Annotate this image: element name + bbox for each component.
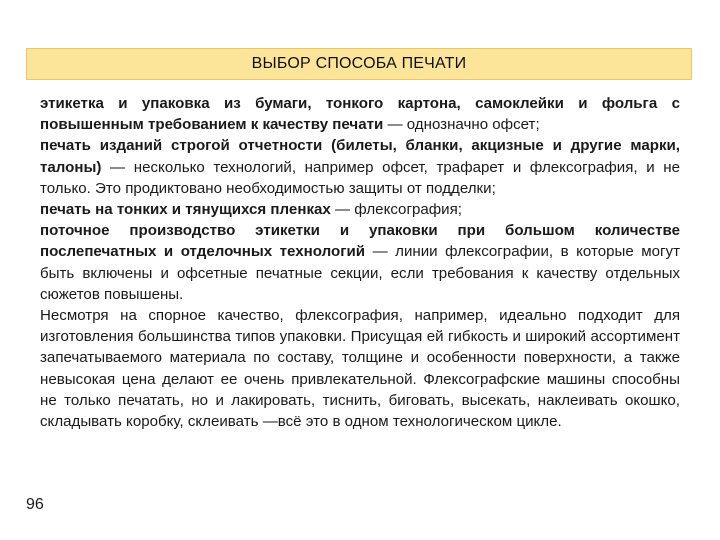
item-bold-text: печать изданий строгой отчетности (билеты, бланки, акцизные и другие марки, талоны) bbox=[40, 137, 680, 176]
slide-title-bar bbox=[26, 48, 692, 80]
item-bold-text: поточное производство этикетки и упаковки при большом количестве послепечатных и отделочных технологий bbox=[40, 222, 680, 261]
page-number: 96 bbox=[26, 496, 44, 513]
slide-title: ВЫБОР СПОСОБА ПЕЧАТИ bbox=[251, 55, 467, 72]
list-item bbox=[40, 135, 680, 199]
item-bold-text: этикетка и упаковка из бумаги, тонкого картона, самоклейки и фольга с повышенным требованием к качеству печати bbox=[40, 95, 680, 134]
item-text: — флексография; bbox=[330, 201, 462, 219]
item-text: — линии флексографии, в которые могут быть включены и офсетные печатные секции, если требования к качеству отдельных сюжетов повышены. bbox=[40, 243, 680, 303]
list-item bbox=[40, 220, 680, 305]
list-item bbox=[40, 93, 680, 135]
list-item bbox=[40, 199, 680, 220]
item-text: — несколько технологий, например офсет, трафарет и флексография, и не только. Это продиктовано необходимостью защиты от подделки; bbox=[40, 158, 680, 197]
conclusion-paragraph: Несмотря на спорное качество, флексография, например, идеально подходит для изготовления большинства типов упаковки. Присущая ей гибкость и широкий ассортимент запечатываемого материала по составу, толщине и особенности поверхности, а также невысокая цена делают ее очень привлекательной. Флексографские машины способны не только печатать, но и лакировать, тиснить, биговать, высекать, наклеивать окошко, складывать коробку, склеивать —всё это в одном технологическом цикле. bbox=[40, 307, 680, 431]
slide-body bbox=[40, 93, 680, 432]
item-bold-text: печать на тонких и тянущихся пленках bbox=[40, 201, 331, 219]
item-text: — однозначно офсет; bbox=[383, 116, 540, 134]
